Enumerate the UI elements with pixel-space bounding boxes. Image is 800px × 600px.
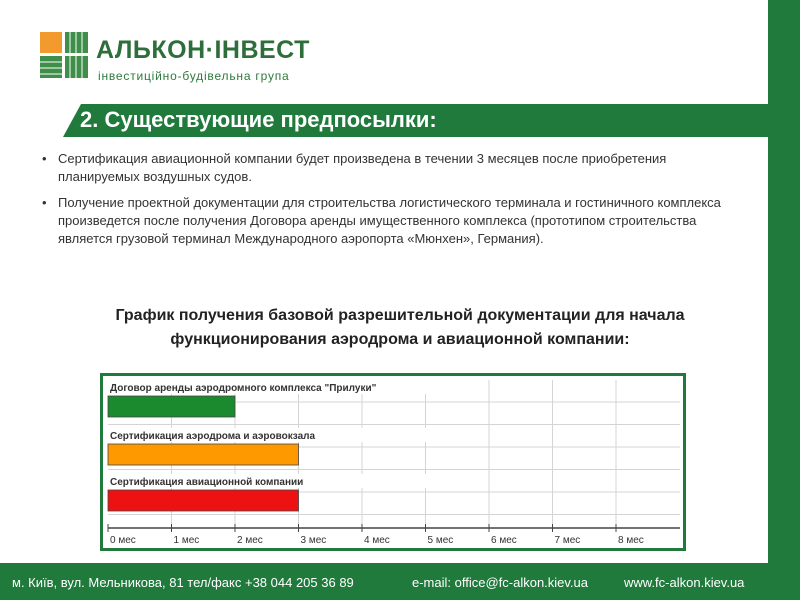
gantt-bar: [108, 490, 299, 511]
bullet-dot: •: [42, 151, 47, 166]
bullet-dot: •: [42, 195, 47, 210]
x-tick-label: 4 мес: [364, 535, 390, 546]
x-tick-label: 8 мес: [618, 535, 644, 546]
x-tick-label: 2 мес: [237, 535, 263, 546]
footer-website[interactable]: www.fc-alkon.kiev.ua: [624, 575, 745, 590]
bullet-text: Получение проектной документации для строительства логистического терминала и гостиничного комплекса произведется после получения Договора аренды имущественного комплекса (прототипом строительства является грузовой терминал Международного аэропорта «Мюнхен», Германия).: [58, 195, 721, 246]
footer: [0, 563, 800, 600]
x-tick-label: 3 мес: [300, 535, 327, 546]
chart-canvas: [103, 376, 683, 548]
page-title: 2. Существующие предпосылки:: [80, 107, 437, 132]
bullet-item: [40, 194, 730, 248]
category-label: Договор аренды аэродромного комплекса "Прилуки": [110, 383, 377, 394]
x-tick-label: 6 мес: [491, 535, 517, 546]
building-grid-icon: [40, 32, 88, 78]
right-accent-band: [768, 0, 800, 600]
x-tick-label: 1 мес: [173, 535, 200, 546]
category-label: Сертификация аэродрома и аэровокзала: [110, 431, 316, 442]
footer-address: м. Київ, вул. Мельникова, 81 тел/факс +38 044 205 36 89: [12, 575, 354, 590]
x-tick-label: 5 мес: [427, 535, 454, 546]
bullet-text: Сертификация авиационной компании будет произведена в течении 3 месяцев после приобретения планируемых воздушных судов.: [58, 151, 667, 184]
brand-tagline: інвестиційно-будівельна група: [98, 69, 290, 83]
gantt-bar: [108, 444, 299, 465]
chart-subtitle: График получения базовой разрешительной документации для начала функционирования аэродрома и авиационной компании:: [115, 307, 685, 348]
category-label: Сертификация авиационной компании: [110, 477, 304, 488]
bullet-item: [40, 150, 730, 186]
brand-name: АЛЬКОН·ІНВЕСТ: [96, 36, 310, 64]
gantt-bar: [108, 396, 235, 417]
bullet-list: [40, 150, 730, 256]
x-tick-label: 0 мес: [110, 535, 136, 546]
x-tick-label: 7 мес: [554, 535, 581, 546]
footer-email: e-mail: office@fc-alkon.kiev.ua: [412, 575, 589, 590]
gantt-chart: [100, 373, 686, 551]
